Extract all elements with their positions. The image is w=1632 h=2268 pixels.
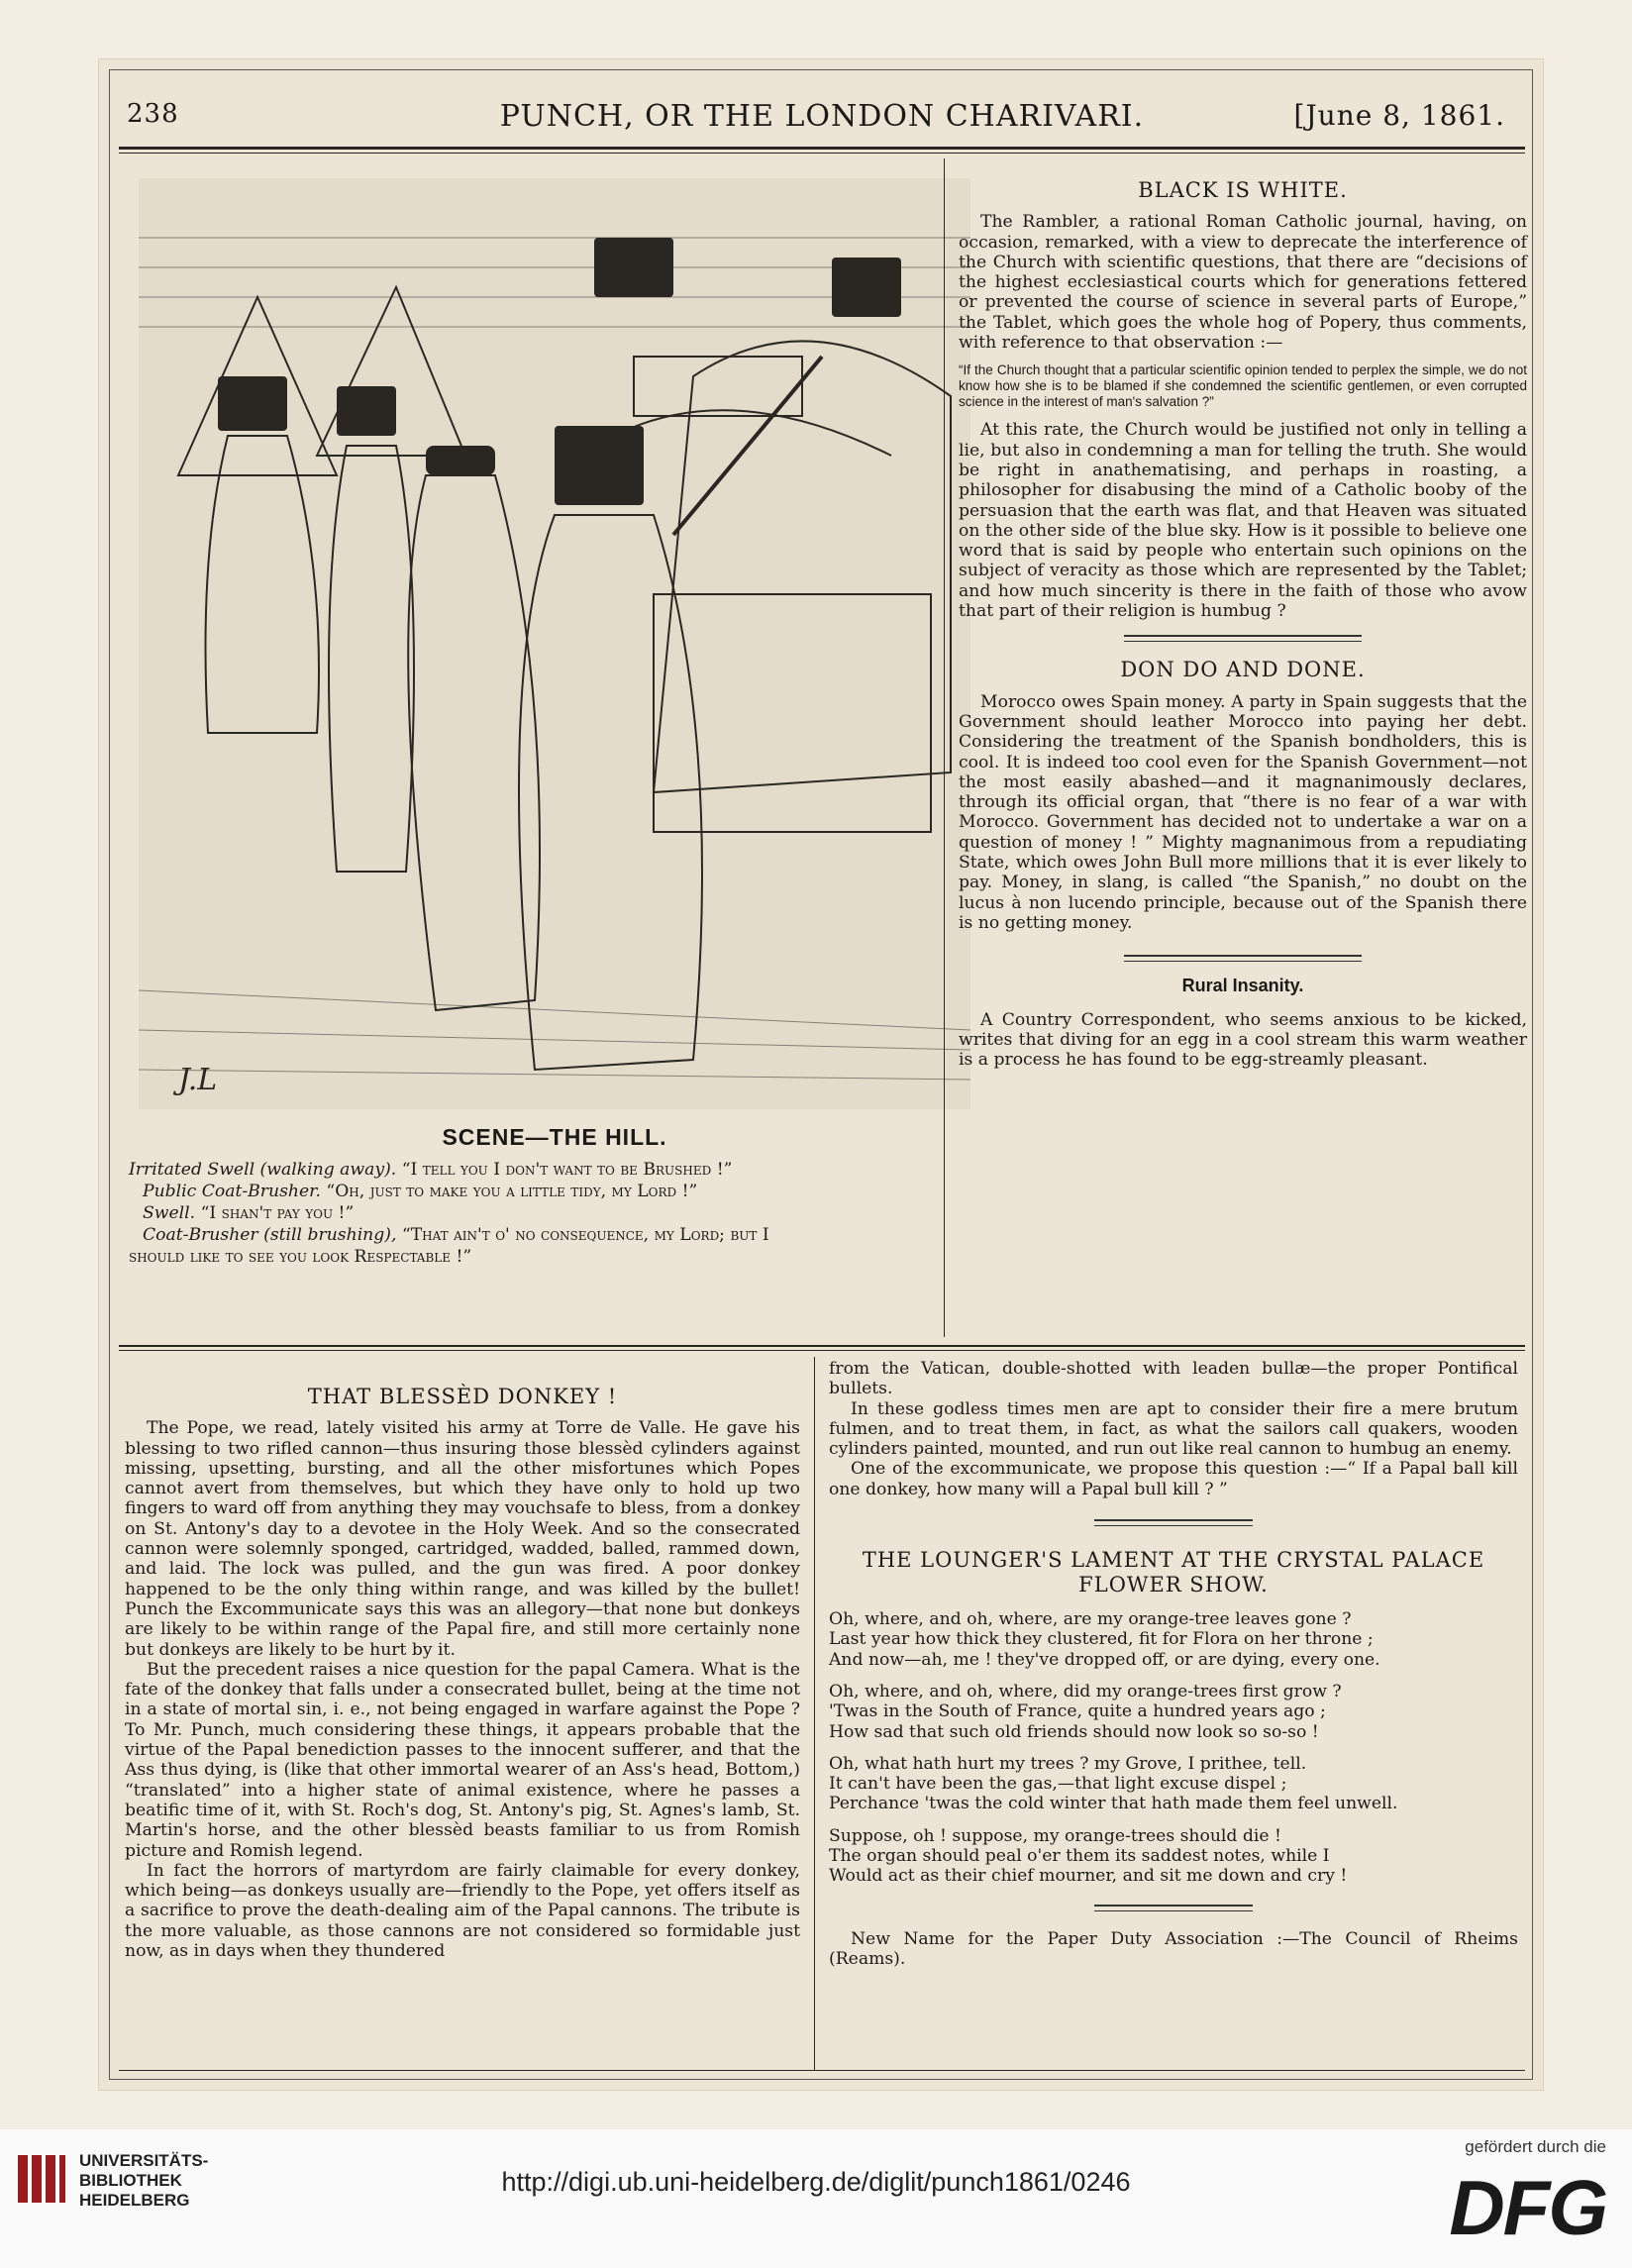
cartoon-title: SCENE—THE HILL. <box>442 1124 667 1150</box>
library-name-line: BIBLIOTHEK <box>79 2171 182 2190</box>
cartoon-illustration <box>139 178 970 1109</box>
tablet-quote: “If the Church thought that a particular scientific opinion tended to perplex the simple, we do not know how she is to be blamed if she condemned the scientific gentlemen, or even corrupted science in the interest of man's salvation ?” <box>959 362 1527 410</box>
section-divider <box>1094 1519 1253 1526</box>
poem-line: Oh, where, and oh, where, are my orange-tree leaves gone ? <box>829 1609 1352 1630</box>
library-name-line: HEIDELBERG <box>79 2191 190 2210</box>
poem-line: It can't have been the gas,—that light excuse dispel ; <box>829 1774 1287 1795</box>
poem-line: And now—ah, me ! they've dropped off, or are dying, every one. <box>829 1649 1380 1670</box>
caption-line: Coat-Brusher (still brushing), “That ain't o' no consequence, my Lord; but I <box>143 1225 769 1245</box>
donkey-p3: In fact the horrors of martyrdom are fairly claimable for every donkey, which being—as donkeys usually are—friendly to the Pope, yet offers itself as a sacrifice to prove the death-dealing aim of the Papal cannons. The tribute is the more valuable, as those cannons are not considered so formidable just now, as in days when they thundered <box>125 1860 800 1962</box>
section-divider <box>1094 1905 1253 1911</box>
don-do-p1: Morocco owes Spain money. A party in Spain suggests that the Government should leather Morocco into paying her debt. Considering the treatment of the Spanish bondholders, this is cool. It is indeed too cool even for the Spanish Government—not the most easily abashed—and it magnanimously declares, through its official organ, that “there is no fear of a war with Morocco. Government has decided not to undertake a war on a question of money ! ” Mighty magnanimous from a repudiating State, which owes John Bull more millions that it is ever likely to pay. Money, in slang, is called “the Spanish,” no doubt on the lucus à non lucendo principle, because out of the Spanish there is no getting money. <box>959 691 1527 933</box>
rural-insanity-p1: A Country Correspondent, who seems anxious to be kicked, writes that diving for an egg in a cool stream this warm weather is a process he has found to be egg-streamly pleasant. <box>959 1009 1527 1071</box>
poem-line: 'Twas in the South of France, quite a hundred years ago ; <box>829 1701 1326 1722</box>
issue-date: [June 8, 1861. <box>1293 99 1505 132</box>
column-divider-bottom <box>814 1357 815 2070</box>
journal-title: PUNCH, OR THE LONDON CHARIVARI. <box>499 99 1145 134</box>
poem-stanza <box>829 1826 1518 1887</box>
donkey-p5: In these godless times men are apt to consider their fire a mere brutum fulmen, and to treat them, in fact, as what the sailors call quakers, wooden cylinders painted, mounted, and run out like real cannon to humbug an enemy. <box>829 1398 1518 1460</box>
digitization-footer <box>0 2129 1632 2268</box>
dfg-logo: DFG <box>1449 2164 1606 2251</box>
paper-duty-joke: New Name for the Paper Duty Association :—The Council of Rheims (Reams). <box>829 1928 1518 1969</box>
running-header <box>119 99 1525 149</box>
don-do-title: DON DO AND DONE. <box>1120 658 1366 682</box>
black-is-white-title: BLACK IS WHITE. <box>1138 178 1348 202</box>
bottom-rule <box>119 2070 1525 2071</box>
funding-note: gefördert durch die <box>1465 2137 1606 2156</box>
right-column-top <box>959 180 1527 1070</box>
poem-line: Oh, what hath hurt my trees ? my Grove, I prithee, tell. <box>829 1753 1307 1774</box>
poem-stanza <box>829 1682 1518 1742</box>
donkey-p1: The Pope, we read, lately visited his army at Torre de Valle. He gave his blessing to two rifled cannon—thus insuring those blessèd cylinders against missing, upsetting, bursting, and all the other misfortunes which Popes cannot avert from themselves, but which they have only to hold up two fingers to ward off from anything they may vouchsafe to bless, from a donkey on St. Antony's day to a devotee in the Holy Week. And so the consecrated cannon were solemnly sponged, cartridged, wadded, balled, rammed down, and laid. The lock was pulled, and the gun was fired. A poor donkey happened to be the only thing within range, and was killed by the bullet! Punch the Excommunicate says this was an allegory—that none but donkeys are likely to be within range of the Papal fire, and still more certainly none but donkeys are likely to be hurt by it. <box>125 1418 800 1660</box>
rural-insanity-title: Rural Insanity. <box>1181 976 1304 996</box>
lounger-title: THE LOUNGER'S LAMENT AT THE CRYSTAL PALACE FLOWER SHOW. <box>862 1548 1485 1598</box>
donkey-p4: from the Vatican, double-shotted with leaden bullæ—the proper Pontifical bullets. <box>829 1359 1518 1399</box>
library-name-line: UNIVERSITÄTS- <box>79 2151 209 2170</box>
caption-line: Swell. “I shan't pay you !” <box>143 1203 355 1223</box>
caption-line: should like to see you look Respectable !” <box>129 1247 472 1267</box>
section-divider <box>1124 635 1362 642</box>
column-divider-top <box>944 158 945 1337</box>
caption-line: Irritated Swell (walking away). “I tell you I don't want to be Brushed !” <box>129 1160 733 1180</box>
lower-left-column <box>125 1387 800 1961</box>
permalink[interactable] <box>0 2167 1632 2198</box>
mid-page-rule <box>119 1345 1525 1347</box>
black-is-white-p1: The Rambler, a rational Roman Catholic journal, having, on occasion, remarked, with a view to deprecate the interference of the Church with scientific questions, that there are “decisions of the highest ecclesiastical courts which for generations fettered or prevented the course of science in several parts of Europe,” the Tablet, which goes the whole hog of Popery, thus comments, with reference to that observation :— <box>959 212 1527 354</box>
cartoon-caption <box>129 1159 986 1268</box>
lower-right-column <box>829 1359 1518 1969</box>
header-rule-thin <box>119 153 1525 154</box>
header-rule <box>119 147 1525 150</box>
artist-signature: J.L <box>178 1063 218 1097</box>
donkey-p2: But the precedent raises a nice question for the papal Camera. What is the fate of the donkey that falls under a consecrated bullet, being at the time not in a state of mortal sin, i. e., not being engaged in warfare against the Pope ? To Mr. Punch, much considering these things, it appears probable that the virtue of the Papal benediction passes to the innocent sufferer, and that the Ass thus dying, is (like that other immortal wearer of an Ass's head, Bottom,) “translated” into a higher state of animal existence, where he passes a beatific time of it, with St. Roch's dog, St. Antony's pig, St. Agnes's lamb, St. Martin's horse, and the other blessèd beasts familiar to us from Romish picture and Romish legend. <box>125 1659 800 1861</box>
scanned-page <box>99 59 1543 2090</box>
lounger-poem <box>829 1609 1518 1887</box>
permalink-link[interactable]: http://digi.ub.uni-heidelberg.de/diglit/punch1861/0246 <box>501 2167 1131 2197</box>
poem-stanza <box>829 1609 1518 1670</box>
page-number: 238 <box>127 99 179 129</box>
section-divider <box>1124 955 1362 962</box>
caption-line: Public Coat-Brusher. “Oh, just to make you a little tidy, my Lord !” <box>143 1182 698 1201</box>
poem-line: Perchance 'twas the cold winter that hath made them feel unwell. <box>829 1794 1398 1814</box>
poem-line: Suppose, oh ! suppose, my orange-trees should die ! <box>829 1825 1281 1846</box>
poem-stanza <box>829 1754 1518 1814</box>
donkey-p6: One of the excommunicate, we propose this question :—“ If a Papal ball kill one donkey, how many will a Papal bull kill ? ” <box>829 1459 1518 1499</box>
poem-line: The organ should peal o'er them its saddest notes, while I <box>829 1846 1330 1867</box>
poem-line: How sad that such old friends should now look so so-so ! <box>829 1721 1319 1742</box>
donkey-title: THAT BLESSÈD DONKEY ! <box>307 1385 618 1408</box>
poem-line: Last year how thick they clustered, fit for Flora on her throne ; <box>829 1629 1374 1650</box>
mid-page-rule-thin <box>119 1350 1525 1351</box>
poem-line: Oh, where, and oh, where, did my orange-trees first grow ? <box>829 1681 1342 1701</box>
poem-line: Would act as their chief mourner, and sit me down and cry ! <box>829 1866 1348 1887</box>
black-is-white-p2: At this rate, the Church would be justified not only in telling a lie, but also in condemning a man for telling the truth. She would be right in anathematising, and perhaps in roasting, a philosopher for disabusing the mind of a Catholic booby of the persuasion that the earth was flat, and that Heaven was situated on the other side of the blue sky. How is it possible to believe one word that is said by people who entertain such opinions on the subject of veracity as those which are represented by the Tablet; and how much sincerity is there in the faith of those who avow that part of their religion is humbug ? <box>959 420 1527 622</box>
